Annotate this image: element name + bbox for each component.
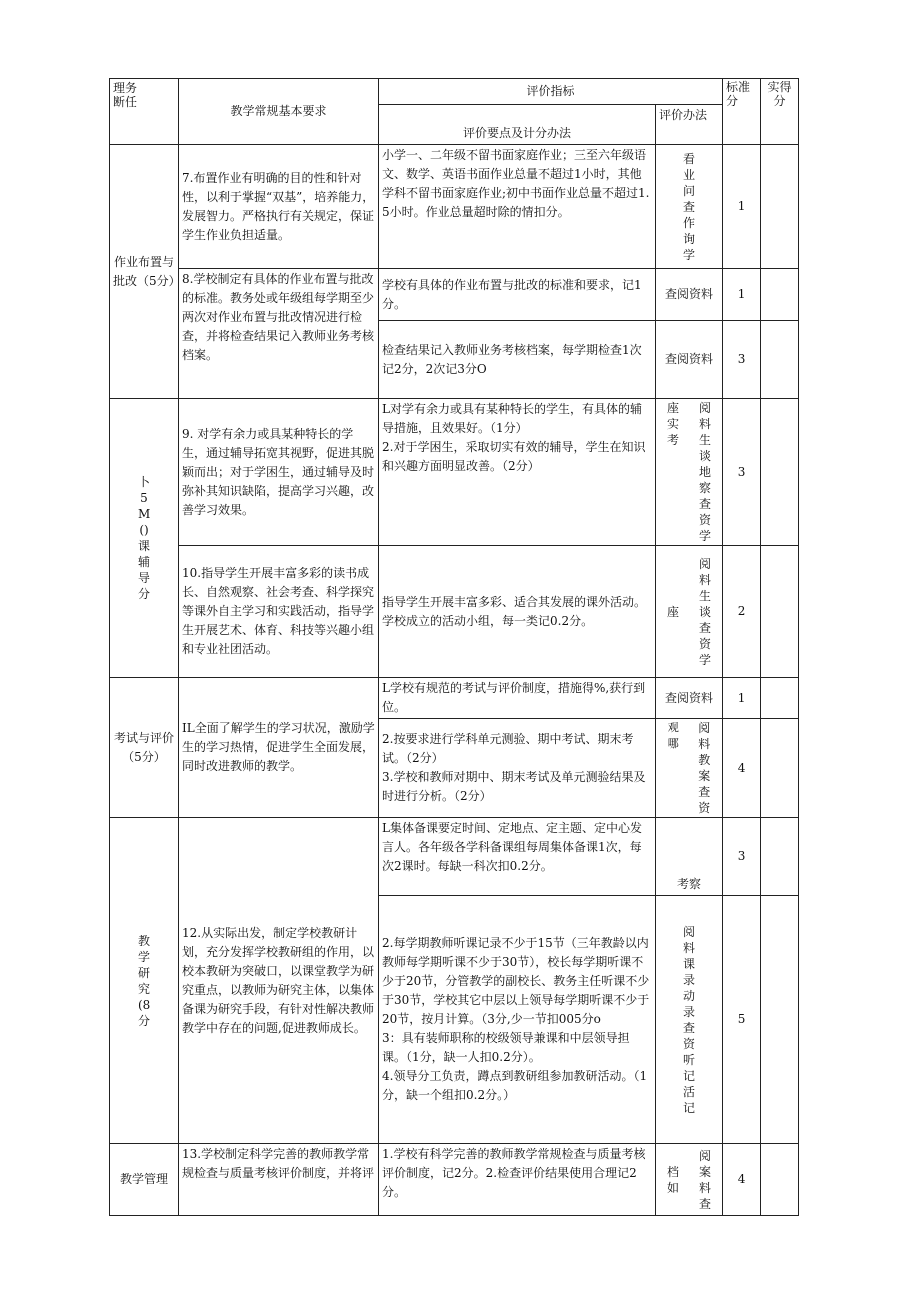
method-9: 座实考 阅料生谈地察查资学 (656, 399, 723, 546)
requirement-9: 9. 对学有余力或具某种特长的学生，通过辅导拓宽其视野，促进其脱颖而出；对于学困生，通过辅导及时弥补其知识缺陷，提高学习兴趣，改善学习效果。 (179, 399, 379, 546)
requirement-10: 10.指导学生开展丰富多彩的读书成长、自然观察、社会考查、科学探究等课外自主学习和实践活动，指导学生开展艺术、体育、科技等兴趣小组和专业社团活动。 (179, 546, 379, 678)
requirement-13: 13.学校制定科学完善的教师教学常规检查与质量考核评价制度，并将评 (179, 1144, 379, 1216)
actual-score-cell[interactable] (761, 269, 799, 321)
points-11a: L学校有规范的考试与评价制度，措施得%,获行到位。 (379, 678, 656, 719)
standard-score: 3 (723, 399, 761, 546)
section-homework: 作业布置与批改（5分） (110, 145, 179, 399)
actual-score-cell[interactable] (761, 719, 799, 818)
actual-score-cell[interactable] (761, 145, 799, 269)
method-11b: 观 哪 阅料教案查资 (656, 719, 723, 818)
method-12a: 考察 (656, 818, 723, 896)
standard-score: 1 (723, 678, 761, 719)
standard-score: 4 (723, 719, 761, 818)
header-points: 评价要点及计分办法 (379, 105, 656, 145)
standard-score: 2 (723, 546, 761, 678)
points-12b: 2.每学期教师听课记录不少于15节（三年教龄以内教师每学期听课不少于30节），校长每学期听课不少于20节，分管教学的副校长、教务主任听课不少于30节，学校其它中层以上领导每学期听课不少于20节，按月计算。（3分,少一节扣005分o 3：具有装师职称的校级领导兼课和中层领导担课。（1分，缺一人扣0.2分）。 4.领导分工负责，蹲点到教研组参加教研活动。（1分，缺一个组扣0.2分。） (379, 896, 656, 1144)
header-category: 理务断任 (110, 79, 179, 145)
requirement-11: IL全面了解学生的学习状况，激励学生的学习热情，促进学生全面发展，同时改进教师的教学。 (179, 678, 379, 818)
method-12b: 阅料课录动录查资听记活记 (656, 896, 723, 1144)
header-actual-score: 实得分 (761, 79, 799, 145)
standard-score: 3 (723, 321, 761, 399)
section-research: 教学研究(8分 (110, 818, 179, 1144)
requirement-8: 8.学校制定有具体的作业布置与批改的标准。教务处或年级组每学期至少两次对作业布置与批改情况进行检查，并将检查结果记入教师业务考核档案。 (179, 269, 379, 399)
actual-score-cell[interactable] (761, 1144, 799, 1216)
actual-score-cell[interactable] (761, 399, 799, 546)
actual-score-cell[interactable] (761, 321, 799, 399)
section-management: 教学管理 (110, 1144, 179, 1216)
section-tutoring: 卜5M()课辅导分 (110, 399, 179, 678)
method-7: 看业问查作询学 (656, 145, 723, 269)
header-standard-score: 标准分 (723, 79, 761, 145)
standard-score: 1 (723, 145, 761, 269)
standard-score: 5 (723, 896, 761, 1144)
method-10: 座 阅料生谈查资学 (656, 546, 723, 678)
actual-score-cell[interactable] (761, 546, 799, 678)
points-7: 小学一、二年级不留书面家庭作业；三至六年级语文、数学、英语书面作业总量不超过1小时，其他学科不留书面家庭作业;初中书面作业总量不超过1.5小时。作业总量超时除的情扣分。 (379, 145, 656, 269)
evaluation-table (109, 78, 799, 1216)
header-method: 评价办法 (656, 105, 723, 145)
requirement-7: 7.布置作业有明确的目的性和针对性，以利于掌握“双基”，培养能力，发展智力。严格执行有关规定，保证学生作业负担适量。 (179, 145, 379, 269)
requirement-12: 12.从实际出发，制定学校教研计划，充分发挥学校教研组的作用，以校本教研为突破口，以课堂教学为研究重点，以教师为研究主体，以集体备课为研究手段，有针对性解决教师教学中存在的问题,促进教师成长。 (179, 818, 379, 1144)
points-12a: L集体备课要定时间、定地点、定主题、定中心发言人。各年级各学科备课组每周集体备课1次，每次2课时。每缺一科次扣0.2分。 (379, 818, 656, 896)
actual-score-cell[interactable] (761, 896, 799, 1144)
actual-score-cell[interactable] (761, 678, 799, 719)
standard-score: 4 (723, 1144, 761, 1216)
points-8a: 学校有具体的作业布置与批改的标准和要求，记1分。 (379, 269, 656, 321)
points-13: 1.学校有科学完善的教师教学常规检查与质量考核评价制度，记2分。2.检查评价结果使用合理记2分。 (379, 1144, 656, 1216)
method-11a: 查阅资料 (656, 678, 723, 719)
standard-score: 1 (723, 269, 761, 321)
method-8a: 查阅资料 (656, 269, 723, 321)
section-exams: 考试与评价（5分） (110, 678, 179, 818)
method-13: 档如 阅案料查 (656, 1144, 723, 1216)
points-11b: 2.按要求进行学科单元测验、期中考试、期末考试。（2分） 3.学校和教师对期中、期末考试及单元测验结果及时进行分析。（2分） (379, 719, 656, 818)
header-requirements: 教学常规基本要求 (179, 79, 379, 145)
points-8b: 检查结果记入教师业务考核档案，每学期检查1次记2分，2次记3分O (379, 321, 656, 399)
standard-score: 3 (723, 818, 761, 896)
header-eval-indicators: 评价指标 (379, 79, 723, 105)
points-10: 指导学生开展丰富多彩、适合其发展的课外活动。学校成立的活动小组，每一类记0.2分。 (379, 546, 656, 678)
points-9: L对学有余力或具有某种特长的学生，有具体的辅导措施，且效果好。（1分） 2.对于学困生，采取切实有效的辅导，学生在知识和兴趣方面明显改善。（2分） (379, 399, 656, 546)
actual-score-cell[interactable] (761, 818, 799, 896)
method-8b: 查阅资料 (656, 321, 723, 399)
